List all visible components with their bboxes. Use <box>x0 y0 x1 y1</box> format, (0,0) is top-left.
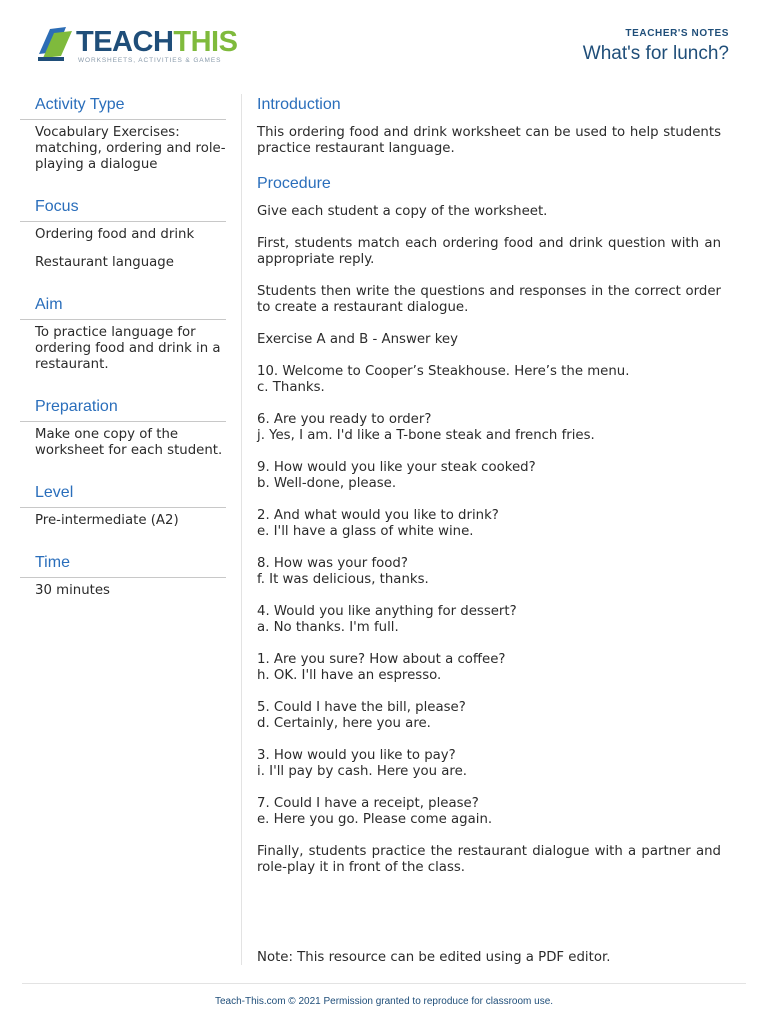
sidebar-text: Ordering food and drink <box>35 227 195 242</box>
answer-reply: a. No thanks. I'm full. <box>257 620 399 635</box>
sidebar-text: 30 minutes <box>35 583 110 598</box>
book-icon <box>36 24 74 64</box>
answer-reply: e. I'll have a glass of white wine. <box>257 524 474 539</box>
answer-question: 7. Could I have a receipt, please? <box>257 796 479 811</box>
sidebar-section <box>20 196 226 271</box>
sidebar-section <box>20 552 226 599</box>
answer-question: 5. Could I have the bill, please? <box>257 700 466 715</box>
answer-pair <box>257 460 721 492</box>
answer-reply: i. I'll pay by cash. Here you are. <box>257 764 467 779</box>
column-divider <box>241 94 242 965</box>
sidebar-body <box>20 422 226 459</box>
sidebar-heading: Activity Type <box>20 94 226 120</box>
answer-question: 9. How would you like your steak cooked? <box>257 460 536 475</box>
answer-question: 8. How was your food? <box>257 556 408 571</box>
teachers-notes-label: TEACHER'S NOTES <box>625 28 729 39</box>
answer-pair <box>257 364 721 396</box>
answer-pair <box>257 604 721 636</box>
answer-question: 6. Are you ready to order? <box>257 412 432 427</box>
answer-pair <box>257 652 721 684</box>
answer-reply: e. Here you go. Please come again. <box>257 812 493 827</box>
logo-tagline: WORKSHEETS, ACTIVITIES & GAMES <box>78 57 222 64</box>
procedure-heading: Procedure <box>257 175 331 192</box>
logo-word-this: THIS <box>173 26 238 58</box>
editing-note: Note: This resource can be edited using a PDF editor. <box>257 950 611 965</box>
answer-question: 2. And what would you like to drink? <box>257 508 499 523</box>
sidebar-heading: Time <box>20 552 226 578</box>
sidebar-section <box>20 94 226 173</box>
copyright-footer: Teach-This.com © 2021 Permission granted to reproduce for classroom use. <box>214 996 554 1007</box>
answer-pair <box>257 556 721 588</box>
answer-pair <box>257 748 721 780</box>
sidebar-heading: Focus <box>20 196 226 222</box>
answer-reply: j. Yes, I am. I'd like a T-bone steak and french fries. <box>257 428 595 443</box>
introduction-heading: Introduction <box>257 96 341 113</box>
procedure-paragraph: First, students match each ordering food and drink question with an appropriate reply. <box>257 236 721 267</box>
answer-reply: d. Certainly, here you are. <box>257 716 431 731</box>
main-content <box>257 94 721 892</box>
sidebar-heading: Level <box>20 482 226 508</box>
procedure-body <box>257 204 721 876</box>
answer-pair <box>257 796 721 828</box>
answer-reply: f. It was delicious, thanks. <box>257 572 429 587</box>
answer-question: 1. Are you sure? How about a coffee? <box>257 652 506 667</box>
sidebar-body <box>20 222 226 271</box>
sidebar-section <box>20 294 226 373</box>
sidebar-info <box>20 94 226 622</box>
sidebar-body <box>20 120 226 173</box>
answer-pair <box>257 412 721 444</box>
answer-pair <box>257 700 721 732</box>
teach-this-logo <box>36 24 236 70</box>
answer-question: 3. How would you like to pay? <box>257 748 456 763</box>
sidebar-text: Make one copy of the worksheet for each student. <box>35 427 223 458</box>
sidebar-section <box>20 396 226 459</box>
footer-divider <box>22 983 746 984</box>
document-title: What's for lunch? <box>582 43 729 64</box>
introduction-text: This ordering food and drink worksheet can be used to help students practice restaurant language. <box>257 125 721 156</box>
sidebar-text: To practice language for ordering food and drink in a restaurant. <box>35 325 221 372</box>
procedure-paragraph: Give each student a copy of the worksheet. <box>257 204 548 219</box>
answer-reply: h. OK. I'll have an espresso. <box>257 668 442 683</box>
answer-pair <box>257 508 721 540</box>
answer-reply: b. Well-done, please. <box>257 476 397 491</box>
sidebar-body <box>20 578 226 599</box>
procedure-paragraph: Exercise A and B - Answer key <box>257 332 458 347</box>
sidebar-heading: Preparation <box>20 396 226 422</box>
answer-question: 4. Would you like anything for dessert? <box>257 604 517 619</box>
logo-word-teach: TEACH <box>76 26 174 58</box>
answer-reply: c. Thanks. <box>257 380 325 395</box>
procedure-closing: Finally, students practice the restaurant dialogue with a partner and role-play it in front of the class. <box>257 844 721 875</box>
sidebar-text: Restaurant language <box>35 255 174 270</box>
procedure-paragraph: Students then write the questions and responses in the correct order to create a restaurant dialogue. <box>257 284 721 315</box>
sidebar-body <box>20 320 226 373</box>
sidebar-text: Pre-intermediate (A2) <box>35 513 179 528</box>
sidebar-text: Vocabulary Exercises: matching, ordering and role-playing a dialogue <box>35 125 226 172</box>
sidebar-heading: Aim <box>20 294 226 320</box>
sidebar-body <box>20 508 226 529</box>
sidebar-section <box>20 482 226 529</box>
page-header <box>0 0 768 80</box>
answer-question: 10. Welcome to Cooper’s Steakhouse. Here’s the menu. <box>257 364 630 379</box>
